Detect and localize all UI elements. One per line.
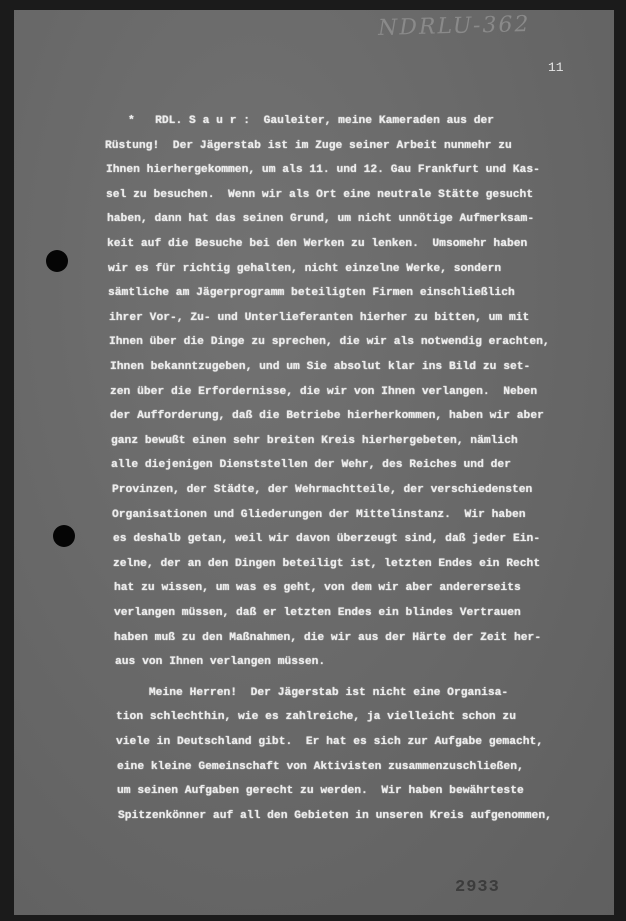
body-line: verlangen müssen, daß er letzten Endes ein blindes Vertrauen: [114, 607, 521, 619]
body-line: Organisationen und Gliederungen der Mittelinstanz. Wir haben: [112, 508, 526, 521]
archive-reference-mark: NDRLU-362: [377, 12, 531, 41]
body-line: es deshalb getan, weil wir davon überzeugt sind, daß jeder Ein-: [113, 533, 541, 546]
body-line: Ihnen hierhergekommen, um als 11. und 12. Gau Frankfurt und Kas-: [106, 164, 540, 177]
body-line: alle diejenigen Dienststellen der Wehr, des Reiches und der: [111, 459, 511, 472]
body-line: wir es für richtig gehalten, nicht einzelne Werke, sondern: [108, 262, 502, 275]
body-line: sämtliche am Jägerprogramm beteiligten Firmen einschließlich: [108, 287, 515, 300]
body-line: zen über die Erfordernisse, die wir von Ihnen verlangen. Neben: [110, 385, 538, 398]
body-line: Provinzen, der Städte, der Wehrmachtteile, der verschiedensten: [112, 484, 533, 496]
body-line: tion schlechthin, wie es zahlreiche, ja vielleicht schon zu: [116, 711, 516, 724]
punch-hole-upper: [46, 250, 68, 272]
body-line: hat zu wissen, um was es geht, von dem wir aber andererseits: [114, 582, 521, 595]
body-line: Meine Herren! Der Jägerstab ist nicht eine Organisa-: [115, 686, 509, 699]
body-line: um seinen Aufgaben gerecht zu werden. Wir haben bewährteste: [117, 785, 524, 798]
body-line: * RDL. S a u r : Gauleiter, meine Kameraden aus der: [128, 115, 495, 127]
body-line: viele in Deutschland gibt. Er hat es sich zur Aufgabe gemacht,: [116, 736, 544, 748]
body-line: Ihnen über die Dinge zu sprechen, die wir als notwendig erachten,: [109, 336, 550, 349]
page-number: 11: [548, 60, 564, 75]
body-line: Spitzenkönner auf all den Gebieten in unseren Kreis aufgenommen,: [118, 809, 552, 822]
body-line: Ihnen bekanntzugeben, und um Sie absolut klar ins Bild zu set-: [110, 361, 531, 373]
body-line: zelne, der an den Dingen beteiligt ist, letzten Endes ein Recht: [113, 557, 541, 570]
body-line: haben muß zu den Maßnahmen, die wir aus der Härte der Zeit her-: [114, 631, 542, 644]
body-line: keit auf die Besuche bei den Werken zu lenken. Umsomehr haben: [107, 238, 528, 250]
body-line: eine kleine Gemeinschaft von Aktivisten zusammenzuschließen,: [117, 760, 524, 773]
body-line: haben, dann hat das seinen Grund, um nicht unnötige Aufmerksam-: [107, 213, 535, 226]
body-line: der Aufforderung, daß die Betriebe hierherkommen, haben wir aber: [110, 410, 544, 423]
document-stamp-number: 2933: [455, 878, 500, 897]
body-line: sel zu besuchen. Wenn wir als Ort eine neutrale Stätte gesucht: [106, 188, 534, 201]
body-line: ihrer Vor-, Zu- und Unterlieferanten hierher zu bitten, um mit: [109, 311, 530, 324]
body-line: ganz bewußt einen sehr breiten Kreis hierhergebeten, nämlich: [111, 434, 518, 447]
punch-hole-lower: [53, 525, 75, 547]
body-line: Rüstung! Der Jägerstab ist im Zuge seiner Arbeit nunmehr zu: [105, 139, 512, 152]
body-line: aus von Ihnen verlangen müssen.: [115, 656, 326, 669]
